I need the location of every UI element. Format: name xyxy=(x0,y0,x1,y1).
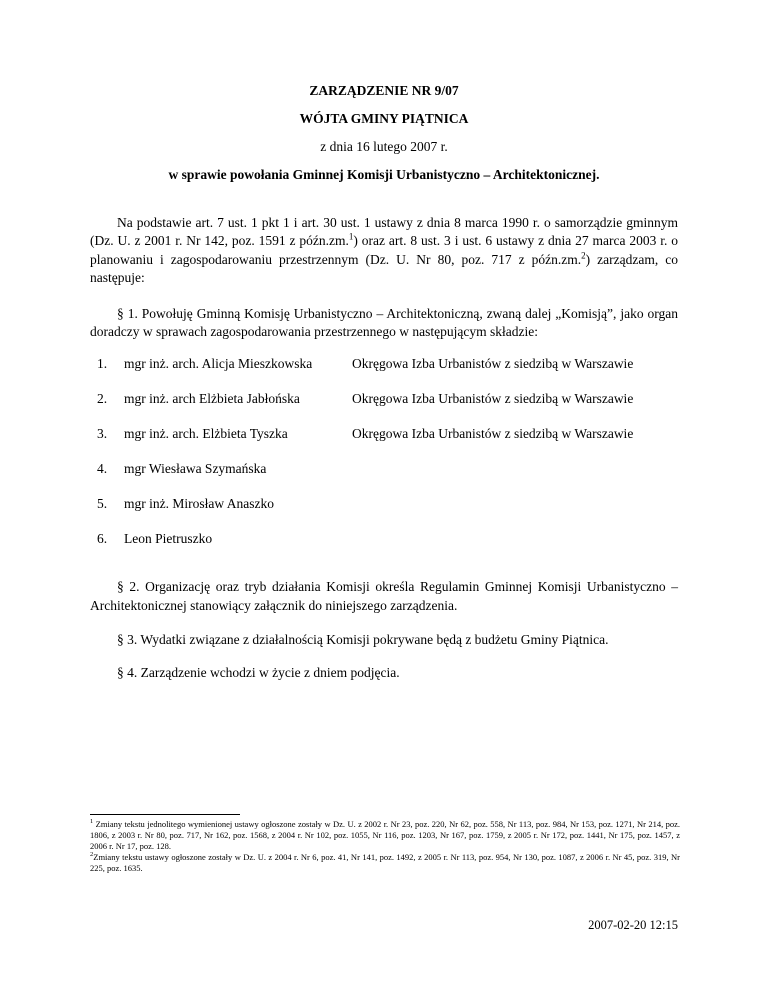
document-subtitle: WÓJTA GMINY PIĄTNICA xyxy=(299,111,469,126)
member-name: mgr inż. arch Elżbieta Jabłońska xyxy=(124,391,300,407)
member-row xyxy=(97,460,678,478)
section-2-paragraph: § 2. Organizację oraz tryb działania Komisji określa Regulamin Gminnej Komisji Urbanistyczno – Architektonicznej stanowiący załącznik do niniejszego zarządzenia. xyxy=(90,579,678,613)
member-name: Leon Pietruszko xyxy=(124,531,213,547)
member-row xyxy=(97,390,678,408)
print-timestamp: 2007-02-20 12:15 xyxy=(588,918,678,932)
member-organization: Okręgowa Izba Urbanistów z siedzibą w Warszawie xyxy=(352,391,634,407)
legal-basis-text-2: ) oraz art. 8 ust. 3 i ust. 6 ustawy z dnia 27 marca 2003 r. o planowaniu i zagospodarowaniu przestrzennym (Dz. U. Nr 80, poz. 717 z późn.zm. xyxy=(90,233,678,267)
member-name: mgr inż. Mirosław Anaszko xyxy=(124,496,274,512)
legal-basis-paragraph xyxy=(90,214,678,288)
footnote-1 xyxy=(90,819,680,852)
footnote-2 xyxy=(90,852,680,874)
subject-line: w sprawie powołania Gminnej Komisji Urbanistyczno – Architektonicznej. xyxy=(168,167,600,182)
footnote-ref-2: 2 xyxy=(581,250,586,261)
footnote-separator-line xyxy=(90,814,240,815)
member-number: 1. xyxy=(97,356,108,372)
member-name: mgr inż. arch. Alicja Mieszkowska xyxy=(124,356,313,372)
member-name: mgr Wiesława Szymańska xyxy=(124,461,267,477)
date-line: z dnia 16 lutego 2007 r. xyxy=(320,139,448,154)
member-row xyxy=(97,530,678,548)
legal-basis-text-1: Na podstawie art. 7 ust. 1 pkt 1 i art. 30 ust. 1 ustawy z dnia 8 marca 1990 r. o samorządzie gminnym (Dz. U. z 2001 r. Nr 142, poz. 1591 z późn.zm. xyxy=(90,215,678,249)
member-number: 6. xyxy=(97,531,108,547)
document-title: ZARZĄDZENIE NR 9/07 xyxy=(309,83,459,98)
member-name: mgr inż. arch. Elżbieta Tyszka xyxy=(124,426,288,442)
member-organization xyxy=(352,460,678,478)
member-number: 3. xyxy=(97,426,108,442)
section-3-paragraph: § 3. Wydatki związane z działalnością Komisji pokrywane będą z budżetu Gminy Piątnica. xyxy=(117,632,609,648)
footnote-ref-1: 1 xyxy=(348,231,354,242)
footnote-1-marker: 1 xyxy=(90,818,94,826)
members-list xyxy=(90,355,678,548)
member-organization xyxy=(352,530,678,548)
member-organization: Okręgowa Izba Urbanistów z siedzibą w Warszawie xyxy=(352,426,634,442)
member-row xyxy=(97,425,678,443)
member-number: 4. xyxy=(97,461,108,477)
member-organization xyxy=(352,495,678,513)
member-organization: Okręgowa Izba Urbanistów z siedzibą w Warszawie xyxy=(352,356,634,372)
footnotes-section xyxy=(90,814,680,874)
member-row xyxy=(97,355,678,373)
footnote-1-text: Zmiany tekstu jednolitego wymienionej ustawy ogłoszone zostały w Dz. U. z 2002 r. Nr 23, poz. 220, Nr 62, poz. 558, Nr 113, poz. 984, Nr 153, poz. 1271, Nr 214, poz. 1806, z 2003 r. Nr 80, poz. 717, Nr 162, poz. 1568, z 2004 r. Nr 102, poz. 1055, Nr 116, poz. 1203, Nr 167, poz. 1759, z 2005 r. Nr 172, poz. 1441, Nr 175, poz. 1457, z 2006 r. Nr 17, poz. 128. xyxy=(90,819,680,851)
member-row xyxy=(97,495,678,513)
footnote-2-text: Zmiany tekstu ustawy ogłoszone zostały w Dz. U. z 2004 r. Nr 6, poz. 41, Nr 141, poz. 1492, z 2005 r. Nr 113, poz. 954, Nr 130, poz. 1087, z 2006 r. Nr 45, poz. 319, Nr 225, poz. 1635. xyxy=(90,852,680,873)
legal-basis-text-3: ) zarządzam, co następuje: xyxy=(90,251,678,286)
section-1-paragraph: § 1. Powołuję Gminną Komisję Urbanistyczno – Architektoniczną, zwaną dalej „Komisją”, jako organ doradczy w sprawach zagospodarowania przestrzennego w następującym składzie: xyxy=(90,305,678,340)
member-number: 2. xyxy=(97,391,108,407)
section-4-paragraph: § 4. Zarządzenie wchodzi w życie z dniem podjęcia. xyxy=(117,664,400,680)
footnote-2-marker: 2 xyxy=(90,851,94,859)
member-number: 5. xyxy=(97,496,108,512)
